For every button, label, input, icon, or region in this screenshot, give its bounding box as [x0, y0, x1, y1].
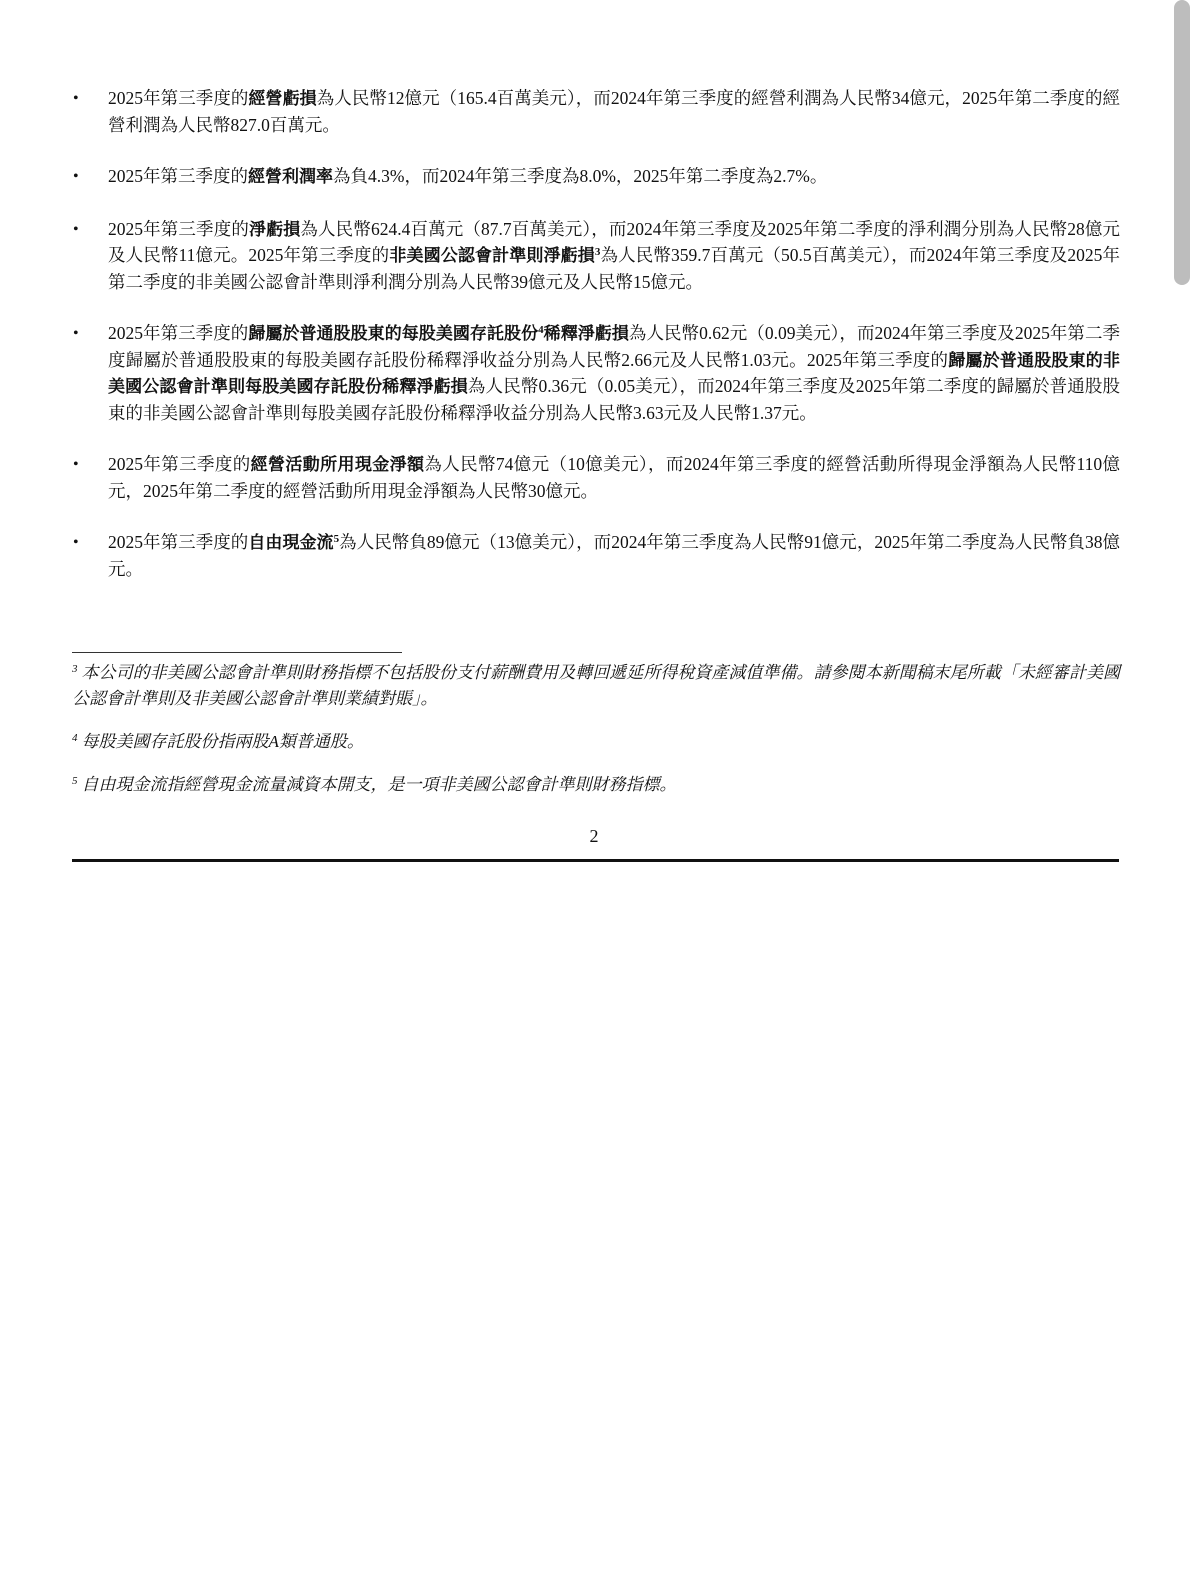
bold-term: 自由現金流	[248, 533, 334, 553]
bold-term: 淨虧損	[248, 219, 301, 240]
footnote-ref: 4	[538, 324, 544, 336]
bold-term: 歸屬於普通股股東的每股美國存託股份	[248, 324, 539, 344]
footnote-3: $^3$ 本公司的非美國公認會計準則財務指標不包括股份支付薪酬費用及轉回遞延所得稅資產減值準備。請參閱本新聞稿末尾所載「未經審計美國公認會計準則及非美國公認會計準則業績對賬」。	[72, 663, 1120, 708]
bullet-icon: •	[73, 325, 79, 342]
bold-term: 經營利潤率	[248, 167, 333, 187]
bullet-icon: •	[73, 168, 79, 185]
bold-term: 經營活動所用現金淨額	[250, 455, 425, 475]
bullet-icon: •	[73, 220, 79, 238]
footnote-5: $^5$ 自由現金流指經營現金流量減資本開支，是一項非美國公認會計準則財務指標。	[72, 775, 677, 794]
bullet-operating-cash: • 2025年第三季度的經營活動所用現金淨額為人民幣74億元（10億美元），而2024年第三季度的經營活動所得現金淨額為人民幣110億元，2025年第二季度的經營活動所用現金淨額為人民幣30億元。	[73, 454, 1121, 501]
page-bottom-rule	[72, 859, 1119, 862]
footnote-divider	[72, 652, 402, 653]
highlights-list	[72, 86, 1120, 608]
scrollbar-thumb[interactable]	[1174, 0, 1190, 285]
bullet-icon: •	[73, 456, 79, 473]
bullet-operating-margin: • 2025年第三季度的經營利潤率為負4.3%，而2024年第三季度為8.0%，2025年第二季度為2.7%。	[72, 164, 1120, 191]
page-number: 2	[589, 826, 599, 846]
bullet-operating-loss: • 2025年第三季度的經營虧損為人民幣12億元（165.4百萬美元），而2024年第三季度的經營利潤為人民幣34億元，2025年第二季度的經營利潤為人民幣827.0百萬元。	[73, 88, 1121, 135]
footnote-4: $^4$ 每股美國存託股份指兩股A類普通股。	[72, 732, 364, 751]
footnote-ref: 5	[333, 533, 340, 545]
footnotes	[72, 660, 1120, 815]
footnote-ref: 3	[594, 246, 601, 258]
bullet-net-loss: • 2025年第三季度的淨虧損為人民幣624.4百萬元（87.7百萬美元），而2024年第三季度及2025年第二季度的淨利潤分別為人民幣28億元及人民幣11億元。2025年第三季度的非美國公認會計準則淨虧損$^3$為人民幣359.7百萬元（50.5百萬美元），而2024年第三季度及2025年第二季度的非美國公認會計準則淨利潤分別為人民幣39億元及人民幣15億元。	[73, 218, 1121, 292]
bullet-icon: •	[73, 534, 79, 551]
bullet-icon: •	[73, 90, 79, 107]
bullet-free-cash-flow: • 2025年第三季度的自由現金流$^5$為人民幣負89億元（13億美元），而2024年第三季度為人民幣91億元，2025年第二季度為人民幣負38億元。	[73, 532, 1121, 579]
bold-term: 歸屬於普通股股東的非美國公認會計準則每股美國存託股份稀釋淨虧損	[108, 350, 1121, 397]
bold-term: 非美國公認會計準則淨虧損	[389, 246, 595, 266]
bold-term: 稀釋淨虧損	[543, 324, 629, 344]
bold-term: 經營虧損	[248, 89, 317, 109]
bullet-diluted-loss-per-ads: • 2025年第三季度的歸屬於普通股股東的每股美國存託股份$^4$稀釋淨虧損為人民幣0.62元（0.09美元），而2024年第三季度及2025年第二季度歸屬於普通股股東的每股美國存託股份稀釋淨收益分別為人民幣2.66元及人民幣1.03元。2025年第三季度的歸屬於普通股股東的非美國公認會計準則每股美國存託股份稀釋淨虧損為人民幣0.36元（0.05美元），而2024年第三季度及2025年第二季度的歸屬於普通股股東的非美國公認會計準則每股美國存託股份稀釋淨收益分別為人民幣3.63元及人民幣1.37元。	[73, 323, 1121, 423]
